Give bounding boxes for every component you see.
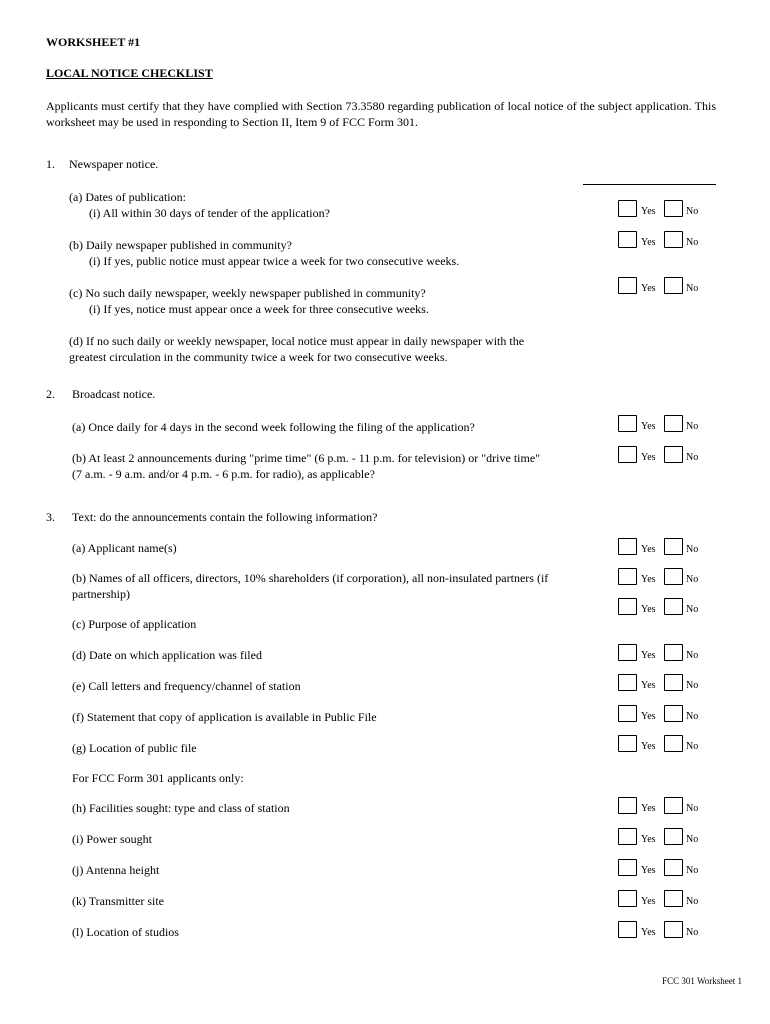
item-3e: (e) Call letters and frequency/channel of station <box>72 679 301 693</box>
item-2a: (a) Once daily for 4 days in the second week following the filing of the application? <box>72 420 475 434</box>
yes-checkbox-3h[interactable] <box>618 797 637 814</box>
no-label: No <box>686 680 699 691</box>
yes-checkbox-2a[interactable] <box>618 415 637 432</box>
yes-checkbox-3b[interactable] <box>618 568 637 585</box>
no-checkbox-3a[interactable] <box>664 538 683 555</box>
yes-checkbox-3j[interactable] <box>618 859 637 876</box>
no-label: No <box>686 604 699 615</box>
yes-label: Yes <box>641 834 656 845</box>
yes-label: Yes <box>641 711 656 722</box>
no-checkbox-3h[interactable] <box>664 797 683 814</box>
item-3f: (f) Statement that copy of application is available in Public File <box>72 710 377 724</box>
yes-label: Yes <box>641 544 656 555</box>
item-1d-line2: greatest circulation in the community twice a week for two consecutive weeks. <box>69 350 448 364</box>
no-label: No <box>686 865 699 876</box>
no-label: No <box>686 896 699 907</box>
yes-checkbox-3c[interactable] <box>618 598 637 615</box>
no-checkbox-3c[interactable] <box>664 598 683 615</box>
yes-label: Yes <box>641 803 656 814</box>
no-label: No <box>686 650 699 661</box>
yes-label: Yes <box>641 896 656 907</box>
checklist-title: LOCAL NOTICE CHECKLIST <box>46 66 213 80</box>
page-footer: FCC 301 Worksheet 1 <box>662 976 742 986</box>
item-1c-line2: (i) If yes, notice must appear once a week for three consecutive weeks. <box>89 302 429 316</box>
fcc-applicants-only-heading: For FCC Form 301 applicants only: <box>72 771 244 785</box>
item-3g: (g) Location of public file <box>72 741 197 755</box>
yes-checkbox-3f[interactable] <box>618 705 637 722</box>
no-label: No <box>686 421 699 432</box>
no-checkbox-3b[interactable] <box>664 568 683 585</box>
section-3-number: 3. <box>46 510 55 524</box>
yes-checkbox-2b[interactable] <box>618 446 637 463</box>
yes-label: Yes <box>641 650 656 661</box>
no-label: No <box>686 544 699 555</box>
item-3i: (i) Power sought <box>72 832 152 846</box>
item-3a: (a) Applicant name(s) <box>72 541 177 555</box>
section-2-number: 2. <box>46 387 55 401</box>
no-label: No <box>686 741 699 752</box>
no-label: No <box>686 711 699 722</box>
section-2-title: Broadcast notice. <box>72 387 156 401</box>
no-checkbox-3g[interactable] <box>664 735 683 752</box>
section-3-title: Text: do the announcements contain the following information? <box>72 510 378 524</box>
yes-label: Yes <box>641 452 656 463</box>
no-checkbox-2a[interactable] <box>664 415 683 432</box>
section-1-title: Newspaper notice. <box>69 157 159 171</box>
worksheet-title: WORKSHEET #1 <box>46 35 141 49</box>
yes-checkbox-3e[interactable] <box>618 674 637 691</box>
item-1d-line1: (d) If no such daily or weekly newspaper, local notice must appear in daily newspaper with the <box>69 334 525 348</box>
item-1c-line1: (c) No such daily newspaper, weekly newspaper published in community? <box>69 286 426 300</box>
yes-checkbox-3a[interactable] <box>618 538 637 555</box>
yes-label: Yes <box>641 283 656 294</box>
yes-checkbox-1c[interactable] <box>618 277 637 294</box>
no-checkbox-3f[interactable] <box>664 705 683 722</box>
yes-label: Yes <box>641 237 656 248</box>
item-1a-line2: (i) All within 30 days of tender of the application? <box>89 206 330 220</box>
item-3j: (j) Antenna height <box>72 863 160 877</box>
no-label: No <box>686 574 699 585</box>
no-checkbox-1c[interactable] <box>664 277 683 294</box>
item-2b-line1: (b) At least 2 announcements during "prime time" (6 p.m. - 11 p.m. for television) or "drive time" <box>72 451 541 465</box>
item-3b-line1: (b) Names of all officers, directors, 10% shareholders (if corporation), all non-insulated partners (if <box>72 571 549 585</box>
item-1a-line1: (a) Dates of publication: <box>69 190 186 204</box>
no-label: No <box>686 206 699 217</box>
item-1b-line1: (b) Daily newspaper published in community? <box>69 238 292 252</box>
yes-label: Yes <box>641 741 656 752</box>
item-3l: (l) Location of studios <box>72 925 179 939</box>
intro-paragraph: Applicants must certify that they have complied with Section 73.3580 regarding publication of local notice of the subject application. This worksheet may be used in responding to Section II, Item 9 of FCC Form 301. <box>46 99 716 129</box>
yes-label: Yes <box>641 680 656 691</box>
no-checkbox-1a[interactable] <box>664 200 683 217</box>
yes-label: Yes <box>641 927 656 938</box>
yes-label: Yes <box>641 206 656 217</box>
no-label: No <box>686 452 699 463</box>
yes-checkbox-3g[interactable] <box>618 735 637 752</box>
no-checkbox-3i[interactable] <box>664 828 683 845</box>
item-3c: (c) Purpose of application <box>72 617 197 631</box>
no-label: No <box>686 927 699 938</box>
signature-line <box>583 184 716 185</box>
item-1b-line2: (i) If yes, public notice must appear twice a week for two consecutive weeks. <box>89 254 460 268</box>
no-checkbox-3j[interactable] <box>664 859 683 876</box>
yes-label: Yes <box>641 421 656 432</box>
yes-checkbox-3d[interactable] <box>618 644 637 661</box>
no-checkbox-2b[interactable] <box>664 446 683 463</box>
no-checkbox-1b[interactable] <box>664 231 683 248</box>
item-3b-line2: partnership) <box>72 587 130 601</box>
no-label: No <box>686 283 699 294</box>
no-checkbox-3k[interactable] <box>664 890 683 907</box>
no-checkbox-3e[interactable] <box>664 674 683 691</box>
section-1-number: 1. <box>46 157 55 171</box>
no-label: No <box>686 834 699 845</box>
no-checkbox-3l[interactable] <box>664 921 683 938</box>
yes-label: Yes <box>641 604 656 615</box>
yes-checkbox-3i[interactable] <box>618 828 637 845</box>
yes-checkbox-1a[interactable] <box>618 200 637 217</box>
yes-checkbox-3k[interactable] <box>618 890 637 907</box>
item-3d: (d) Date on which application was filed <box>72 648 262 662</box>
yes-checkbox-3l[interactable] <box>618 921 637 938</box>
yes-checkbox-1b[interactable] <box>618 231 637 248</box>
no-label: No <box>686 803 699 814</box>
no-checkbox-3d[interactable] <box>664 644 683 661</box>
no-label: No <box>686 237 699 248</box>
item-2b-line2: (7 a.m. - 9 a.m. and/or 4 p.m. - 6 p.m. for radio), as applicable? <box>72 467 375 481</box>
item-3h: (h) Facilities sought: type and class of station <box>72 801 290 815</box>
item-3k: (k) Transmitter site <box>72 894 164 908</box>
yes-label: Yes <box>641 574 656 585</box>
yes-label: Yes <box>641 865 656 876</box>
